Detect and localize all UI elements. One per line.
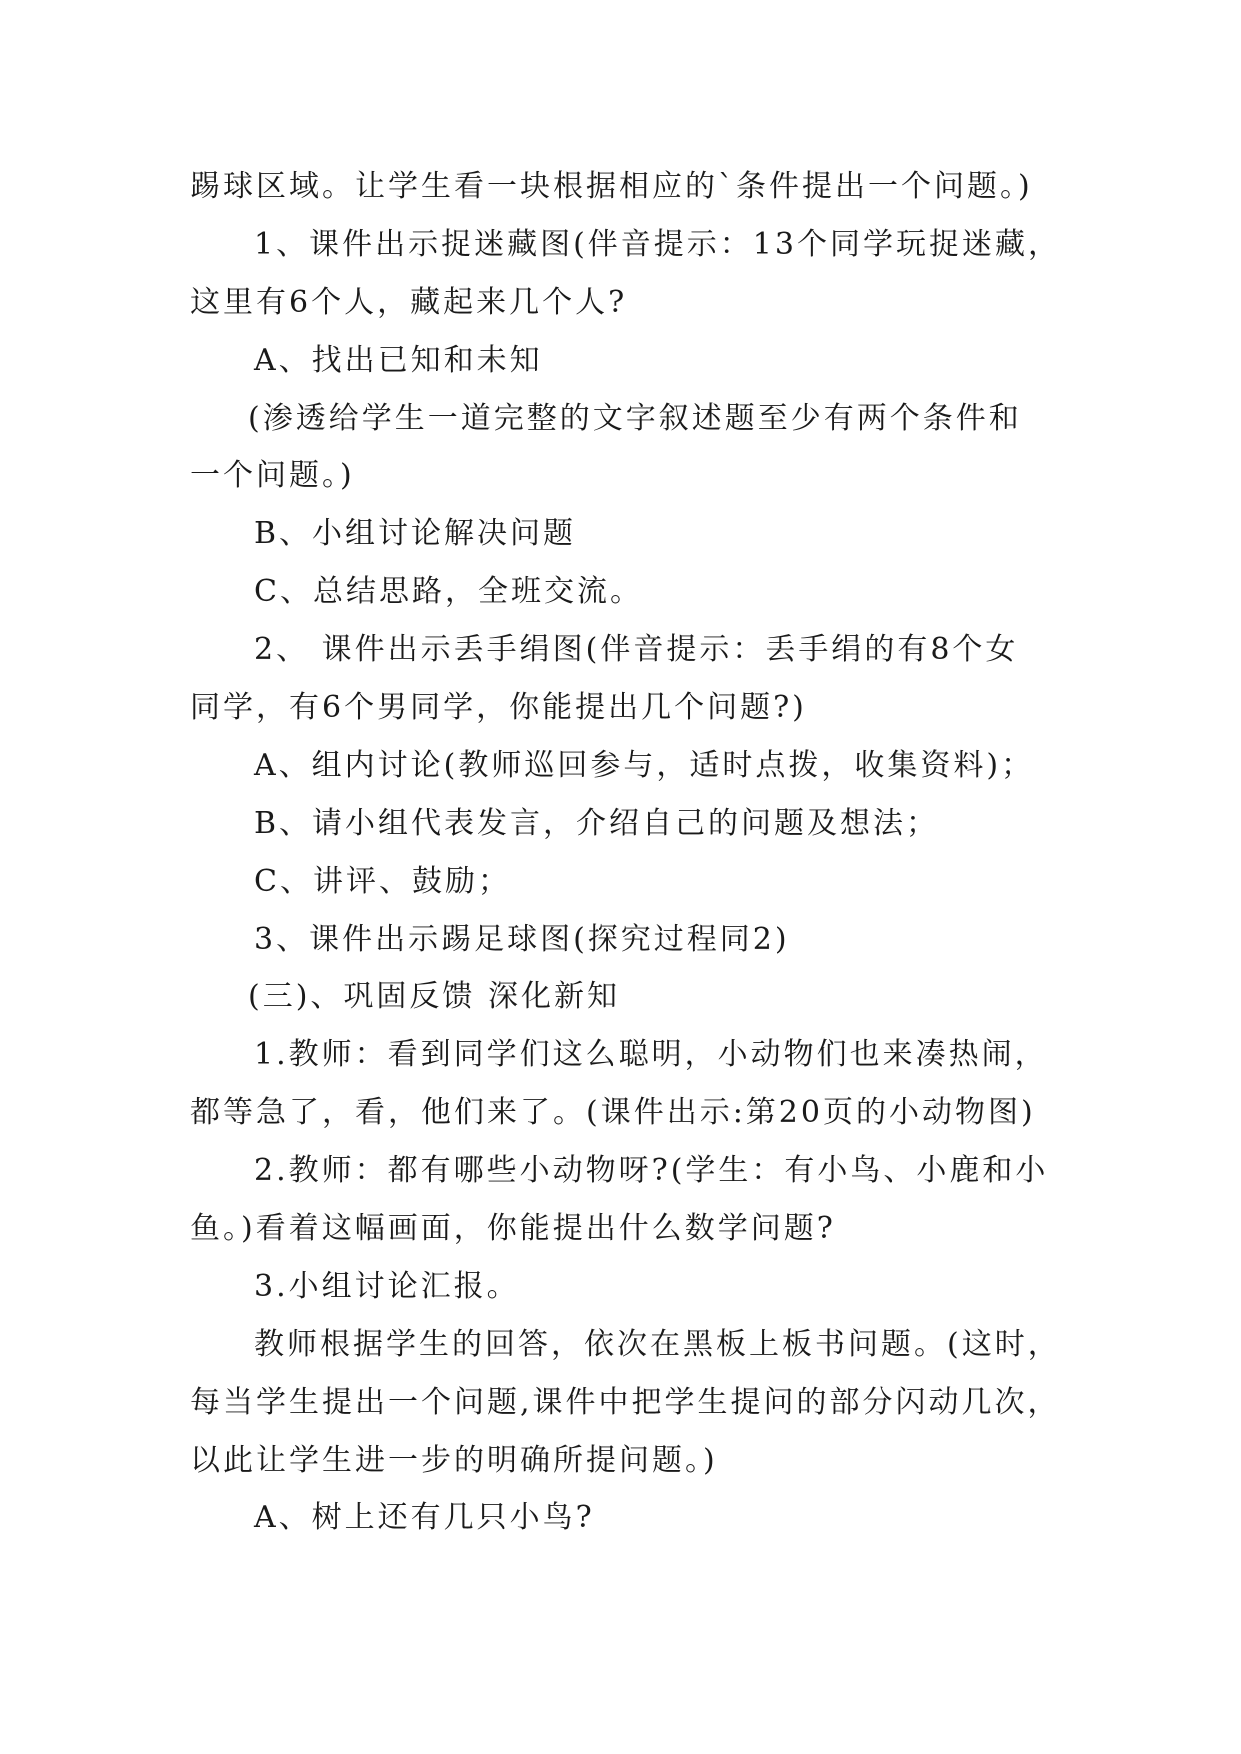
text-line: 2、 课件出示丢手绢图(伴音提示：丢手绢的有8个女 [254,632,1019,668]
text-line: 3、课件出示踢足球图(探究过程同2) [254,921,790,957]
text-line: 3.小组讨论汇报。 [254,1268,520,1304]
text-line: C、讲评、鼓励； [254,863,511,899]
text-line: 同学，有6个男同学，你能提出几个问题?) [190,690,807,726]
text-line: C、总结思路，全班交流。 [254,574,643,610]
text-line: (渗透给学生一道完整的文字叙述题至少有两个条件和 [248,400,1022,436]
text-line: 踢球区域。让学生看一块根据相应的`条件提出一个问题。) [190,169,1033,204]
text-line: 这里有6个人，藏起来几个人? [190,284,628,320]
text-line: B、请小组代表发言，介绍自己的问题及想法； [254,805,940,841]
text-line: A、组内讨论(教师巡回参与，适时点拨，收集资料)； [254,747,1035,783]
text-line: 以此让学生进一步的明确所提问题。) [190,1442,718,1478]
document-body [190,158,1070,1547]
text-line: 1、课件出示捉迷藏图(伴音提示：13个同学玩捉迷藏， [254,226,1061,262]
text-line: 1.教师：看到同学们这么聪明，小动物们也来凑热闹， [254,1037,1048,1073]
text-line: 鱼。)看着这幅画面，你能提出什么数学问题? [190,1211,836,1247]
text-line: (三)、巩固反馈 深化新知 [248,979,620,1015]
text-line: 都等急了，看，他们来了。(课件出示:第20页的小动物图) [190,1095,1036,1131]
text-line: 每当学生提出一个问题,课件中把学生提问的部分闪动几次， [190,1384,1061,1420]
text-line: 教师根据学生的回答，依次在黑板上板书问题。(这时， [254,1326,1061,1362]
text-line: A、找出已知和未知 [254,342,543,378]
text-line: 2.教师：都有哪些小动物呀?(学生：有小鸟、小鹿和小 [254,1153,1049,1189]
text-line: A、树上还有几只小鸟? [254,1500,595,1536]
text-line: 一个问题。) [190,458,355,494]
text-line: B、小组讨论解决问题 [254,516,577,552]
